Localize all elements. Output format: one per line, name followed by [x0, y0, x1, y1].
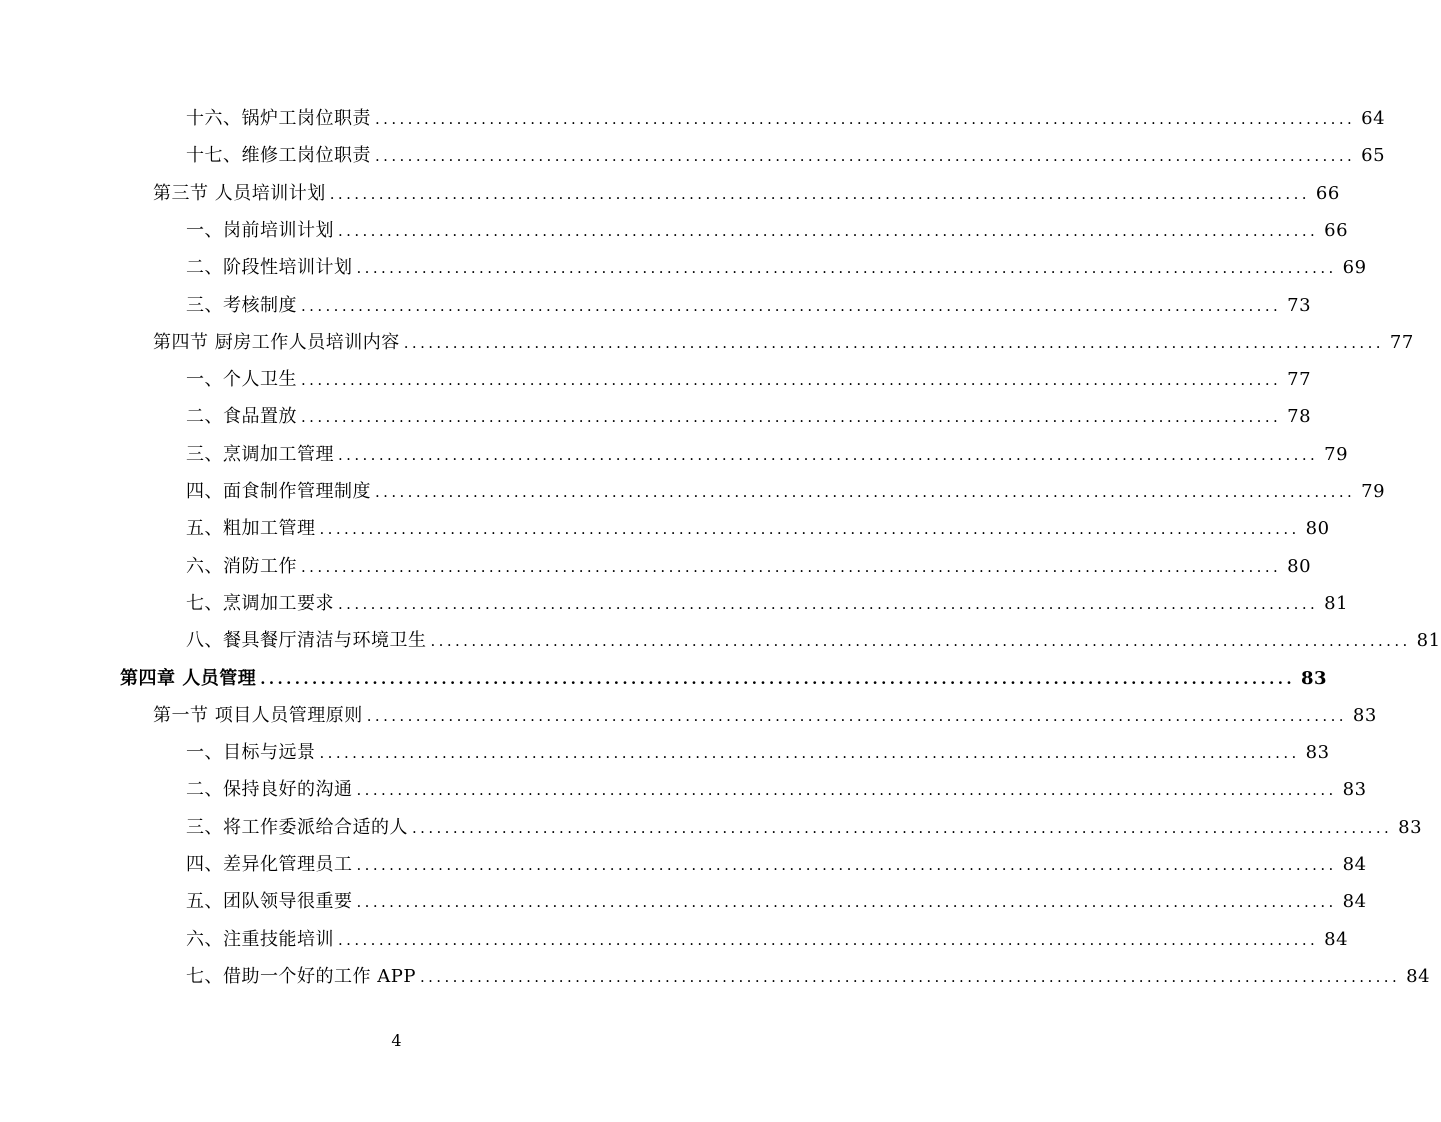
toc-item-entry[interactable] — [186, 921, 1349, 958]
toc-item-entry[interactable] — [186, 137, 1386, 174]
dot-leader: ........................................................................................................................ — [375, 483, 1356, 501]
toc-item-entry[interactable] — [186, 100, 1386, 137]
toc-item-entry[interactable] — [186, 510, 1330, 547]
dot-leader: ........................................................................................................................ — [403, 333, 1384, 352]
dot-leader: ........................................................................................................................ — [319, 520, 1300, 539]
toc-entry-page: 83 — [1352, 704, 1377, 726]
toc-entry-title: 七、借助一个好的工作 APP — [186, 965, 416, 987]
dot-leader: ........................................................................................................................ — [329, 184, 1310, 203]
toc-entry-page: 66 — [1324, 219, 1349, 241]
dot-leader: ........................................................................................................................ — [356, 856, 1337, 874]
toc-item-entry[interactable] — [186, 361, 1312, 398]
toc-entry-title: 四、差异化管理员工 — [186, 854, 353, 875]
toc-entry-page: 83 — [1342, 779, 1367, 801]
toc-entry-title: 三、将工作委派给合适的人 — [186, 816, 408, 838]
toc-entry-page: 73 — [1287, 294, 1312, 316]
toc-entry-page: 79 — [1361, 481, 1386, 502]
toc-entry-page: 78 — [1287, 406, 1312, 428]
toc-section-entry[interactable] — [153, 175, 1340, 212]
dot-leader: ........................................................................................................................ — [338, 594, 1319, 613]
toc-entry-title: 二、阶段性培训计划 — [186, 257, 353, 279]
dot-leader: ........................................................................................................................ — [338, 930, 1319, 949]
toc-item-entry[interactable] — [186, 249, 1367, 286]
toc-item-entry[interactable] — [186, 734, 1330, 771]
toc-entry-page: 77 — [1389, 331, 1414, 353]
toc-entry-title: 六、注重技能培训 — [186, 928, 334, 950]
dot-leader: ........................................................................................................................ — [356, 893, 1337, 912]
dot-leader: ........................................................................................................................ — [356, 259, 1337, 278]
toc-entry-page: 84 — [1406, 965, 1431, 987]
toc-entry-page: 64 — [1361, 108, 1386, 129]
toc-entry-title: 七、烹调加工要求 — [186, 592, 334, 614]
toc-entry-title: 五、粗加工管理 — [186, 518, 316, 540]
toc-section-entry[interactable] — [153, 324, 1414, 361]
toc-entry-title: 八、餐具餐厅清洁与环境卫生 — [186, 630, 427, 652]
toc-entry-title: 第四章 人员管理 — [120, 667, 257, 689]
toc-item-entry[interactable] — [186, 585, 1349, 622]
toc-entry-page: 80 — [1287, 555, 1312, 577]
toc-section-entry[interactable] — [153, 697, 1377, 734]
toc-entry-title: 一、个人卫生 — [186, 369, 297, 391]
dot-leader: ........................................................................................................................ — [419, 967, 1401, 986]
toc-item-entry[interactable] — [186, 771, 1367, 808]
toc-item-entry[interactable] — [186, 398, 1312, 435]
dot-leader: ........................................................................................................................ — [338, 445, 1319, 464]
toc-entry-title: 四、面食制作管理制度 — [186, 481, 371, 502]
toc-item-entry[interactable] — [186, 809, 1423, 846]
toc-entry-page: 83 — [1300, 667, 1328, 689]
toc-entry-title: 六、消防工作 — [186, 555, 297, 577]
page-number: 4 — [391, 1031, 402, 1050]
toc-entry-title: 十七、维修工岗位职责 — [186, 145, 371, 167]
dot-leader: ........................................................................................................................ — [301, 557, 1282, 576]
toc-entry-page: 81 — [1324, 592, 1349, 614]
toc-entry-page: 69 — [1342, 257, 1367, 279]
dot-leader: ........................................................................................................................ — [430, 632, 1411, 651]
dot-leader: ........................................................................................................................ — [319, 744, 1300, 763]
toc-entry-title: 一、岗前培训计划 — [186, 219, 334, 241]
dot-leader: ........................................................................................................................ — [260, 669, 1295, 688]
toc-entry-page: 84 — [1324, 928, 1349, 950]
toc-item-entry[interactable] — [186, 958, 1431, 995]
toc-item-entry[interactable] — [186, 846, 1367, 883]
toc-entry-title: 第三节 人员培训计划 — [153, 182, 326, 204]
toc-entry-page: 79 — [1324, 443, 1349, 465]
dot-leader: ........................................................................................................................ — [412, 818, 1393, 837]
dot-leader: ........................................................................................................................ — [375, 147, 1356, 166]
toc-entry-title: 第四节 厨房工作人员培训内容 — [153, 331, 400, 353]
toc-entry-page: 77 — [1287, 369, 1312, 391]
toc-item-entry[interactable] — [186, 436, 1349, 473]
toc-entry-title: 二、食品置放 — [186, 406, 297, 428]
toc-entry-page: 83 — [1398, 816, 1423, 838]
toc-item-entry[interactable] — [186, 473, 1386, 510]
toc-entry-title: 三、烹调加工管理 — [186, 443, 334, 465]
toc-entry-title: 第一节 项目人员管理原则 — [153, 704, 363, 726]
toc-entry-page: 81 — [1416, 630, 1441, 652]
toc-entry-page: 83 — [1305, 742, 1330, 764]
dot-leader: ........................................................................................................................ — [338, 221, 1319, 240]
toc-entry-title: 十六、锅炉工岗位职责 — [186, 108, 371, 129]
dot-leader: ........................................................................................................................ — [375, 110, 1356, 128]
toc-item-entry[interactable] — [186, 287, 1312, 324]
dot-leader: ........................................................................................................................ — [301, 408, 1282, 427]
toc-entry-title: 一、目标与远景 — [186, 742, 316, 764]
toc-item-entry[interactable] — [186, 548, 1312, 585]
toc-item-entry[interactable] — [186, 622, 1441, 659]
dot-leader: ........................................................................................................................ — [301, 296, 1282, 315]
toc-entry-page: 80 — [1305, 518, 1330, 540]
toc-item-entry[interactable] — [186, 883, 1367, 920]
toc-item-entry[interactable] — [186, 212, 1349, 249]
toc-entry-title: 五、团队领导很重要 — [186, 891, 353, 913]
toc-entry-page: 84 — [1342, 891, 1367, 913]
toc-entry-title: 三、考核制度 — [186, 294, 297, 316]
dot-leader: ........................................................................................................................ — [356, 781, 1337, 800]
toc-entry-title: 二、保持良好的沟通 — [186, 779, 353, 801]
toc-chapter-entry[interactable] — [120, 660, 1328, 697]
toc-entry-page: 66 — [1315, 182, 1340, 204]
toc-entry-page: 65 — [1361, 145, 1386, 167]
dot-leader: ........................................................................................................................ — [301, 371, 1282, 390]
dot-leader: ........................................................................................................................ — [366, 706, 1347, 725]
toc-entry-page: 84 — [1342, 854, 1367, 875]
